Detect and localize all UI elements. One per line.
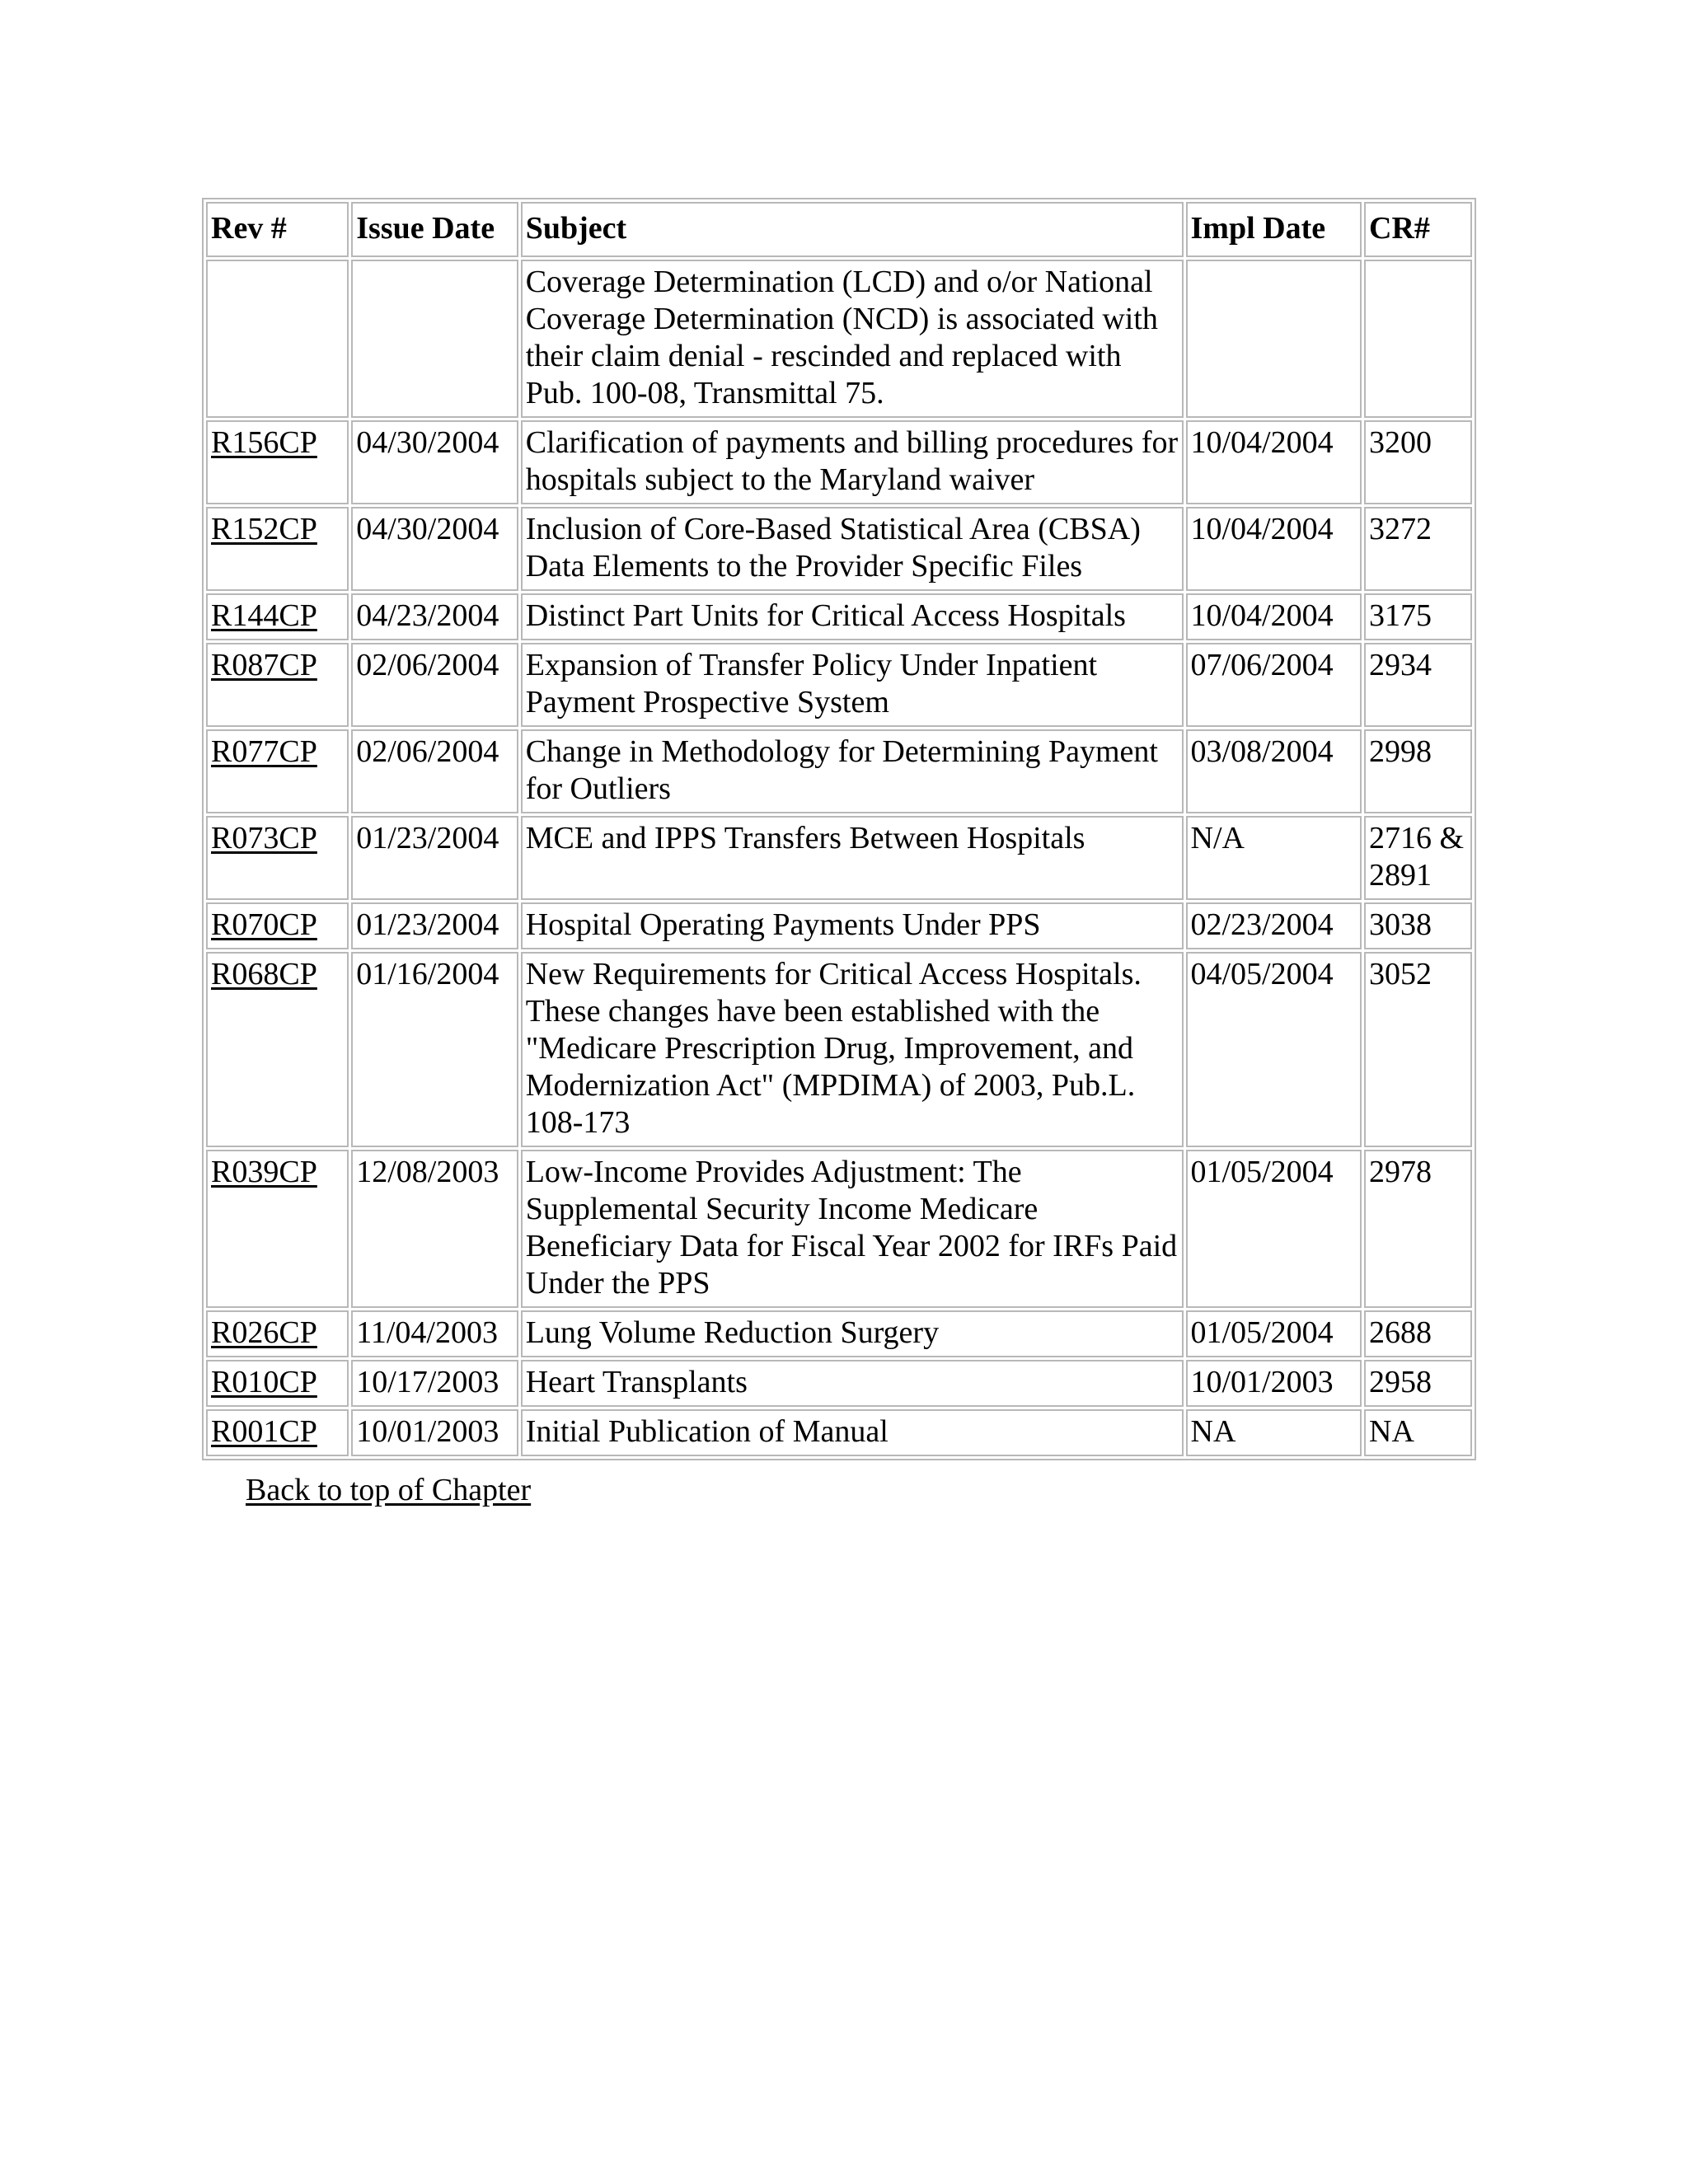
cell-subject: Expansion of Transfer Policy Under Inpatient Payment Prospective System (521, 643, 1184, 727)
cell-issue-date: 01/16/2004 (351, 952, 518, 1147)
cell-impl-date (1186, 260, 1362, 418)
cell-issue-date: 11/04/2003 (351, 1310, 518, 1357)
cell-issue-date: 04/23/2004 (351, 593, 518, 640)
cell-issue-date: 02/06/2004 (351, 643, 518, 727)
cell-cr: 2716 & 2891 (1364, 816, 1472, 900)
cell-impl-date: NA (1186, 1409, 1362, 1456)
cell-issue-date (351, 260, 518, 418)
cell-rev (206, 816, 349, 900)
table-row (206, 729, 1472, 813)
cell-subject: New Requirements for Critical Access Hospitals. These changes have been established with the "Medicare Prescription Drug, Improvement, and Modernization Act" (MPDIMA) of 2003, Pub.L. 108-173 (521, 952, 1184, 1147)
cell-subject: Low-Income Provides Adjustment: The Supplemental Security Income Medicare Beneficiary Data for Fiscal Year 2002 for IRFs Paid Under the PPS (521, 1150, 1184, 1308)
rev-link[interactable]: R077CP (211, 734, 317, 769)
header-issue-date: Issue Date (351, 202, 518, 257)
cell-rev (206, 1360, 349, 1407)
cell-cr (1364, 260, 1472, 418)
cell-issue-date: 04/30/2004 (351, 507, 518, 591)
cell-impl-date: 01/05/2004 (1186, 1310, 1362, 1357)
cell-issue-date: 04/30/2004 (351, 420, 518, 504)
rev-link[interactable]: R001CP (211, 1414, 317, 1449)
table-row (206, 260, 1472, 418)
cell-subject: Distinct Part Units for Critical Access Hospitals (521, 593, 1184, 640)
cell-impl-date: 10/01/2003 (1186, 1360, 1362, 1407)
cell-impl-date: 03/08/2004 (1186, 729, 1362, 813)
cell-rev (206, 1310, 349, 1357)
cell-cr: 2978 (1364, 1150, 1472, 1308)
table-row (206, 1310, 1472, 1357)
rev-link[interactable]: R073CP (211, 821, 317, 855)
table-row (206, 1150, 1472, 1308)
rev-link[interactable]: R039CP (211, 1155, 317, 1189)
cell-rev (206, 729, 349, 813)
cell-impl-date: 07/06/2004 (1186, 643, 1362, 727)
cell-subject: Clarification of payments and billing procedures for hospitals subject to the Maryland waiver (521, 420, 1184, 504)
table-row (206, 816, 1472, 900)
cell-cr: 3038 (1364, 902, 1472, 949)
cell-rev (206, 593, 349, 640)
cell-subject: Change in Methodology for Determining Payment for Outliers (521, 729, 1184, 813)
cell-issue-date: 10/01/2003 (351, 1409, 518, 1456)
cell-issue-date: 01/23/2004 (351, 816, 518, 900)
rev-link[interactable]: R152CP (211, 512, 317, 546)
header-impl-date: Impl Date (1186, 202, 1362, 257)
cell-rev (206, 1150, 349, 1308)
cell-cr: 3175 (1364, 593, 1472, 640)
cell-cr: 3052 (1364, 952, 1472, 1147)
cell-impl-date: N/A (1186, 816, 1362, 900)
rev-link[interactable]: R026CP (211, 1315, 317, 1350)
table-row (206, 1409, 1472, 1456)
header-rev: Rev # (206, 202, 349, 257)
table-header-row (206, 202, 1472, 257)
revision-history-table (202, 198, 1476, 1460)
cell-cr: 2958 (1364, 1360, 1472, 1407)
table-row (206, 643, 1472, 727)
table-row (206, 507, 1472, 591)
cell-impl-date: 10/04/2004 (1186, 593, 1362, 640)
table-row (206, 902, 1472, 949)
cell-subject: Initial Publication of Manual (521, 1409, 1184, 1456)
rev-link[interactable]: R144CP (211, 598, 317, 633)
rev-link[interactable]: R156CP (211, 425, 317, 460)
cell-subject: Lung Volume Reduction Surgery (521, 1310, 1184, 1357)
cell-rev (206, 902, 349, 949)
header-cr: CR# (1364, 202, 1472, 257)
cell-issue-date: 01/23/2004 (351, 902, 518, 949)
cell-cr: NA (1364, 1409, 1472, 1456)
cell-impl-date: 02/23/2004 (1186, 902, 1362, 949)
table-row (206, 593, 1472, 640)
cell-subject: Hospital Operating Payments Under PPS (521, 902, 1184, 949)
cell-impl-date: 10/04/2004 (1186, 507, 1362, 591)
cell-issue-date: 02/06/2004 (351, 729, 518, 813)
cell-rev (206, 507, 349, 591)
cell-subject: Heart Transplants (521, 1360, 1184, 1407)
cell-cr: 3200 (1364, 420, 1472, 504)
cell-subject: Inclusion of Core-Based Statistical Area (CBSA) Data Elements to the Provider Specific Files (521, 507, 1184, 591)
table-row (206, 952, 1472, 1147)
rev-link[interactable]: R068CP (211, 957, 317, 991)
cell-issue-date: 12/08/2003 (351, 1150, 518, 1308)
cell-rev (206, 420, 349, 504)
cell-issue-date: 10/17/2003 (351, 1360, 518, 1407)
header-subject: Subject (521, 202, 1184, 257)
cell-impl-date: 04/05/2004 (1186, 952, 1362, 1147)
cell-impl-date: 01/05/2004 (1186, 1150, 1362, 1308)
back-to-top-link[interactable]: Back to top of Chapter (246, 1473, 532, 1507)
rev-link[interactable]: R087CP (211, 648, 317, 682)
cell-rev (206, 643, 349, 727)
cell-subject: MCE and IPPS Transfers Between Hospitals (521, 816, 1184, 900)
rev-link[interactable]: R010CP (211, 1365, 317, 1399)
cell-cr: 3272 (1364, 507, 1472, 591)
cell-impl-date: 10/04/2004 (1186, 420, 1362, 504)
cell-rev (206, 260, 349, 418)
cell-rev (206, 952, 349, 1147)
cell-cr: 2998 (1364, 729, 1472, 813)
rev-link[interactable]: R070CP (211, 907, 317, 942)
table-row (206, 420, 1472, 504)
cell-cr: 2934 (1364, 643, 1472, 727)
cell-subject: Coverage Determination (LCD) and o/or National Coverage Determination (NCD) is associated with their claim denial - rescinded and replaced with Pub. 100-08, Transmittal 75. (521, 260, 1184, 418)
cell-cr: 2688 (1364, 1310, 1472, 1357)
cell-rev (206, 1409, 349, 1456)
table-row (206, 1360, 1472, 1407)
table-body (206, 260, 1472, 1456)
